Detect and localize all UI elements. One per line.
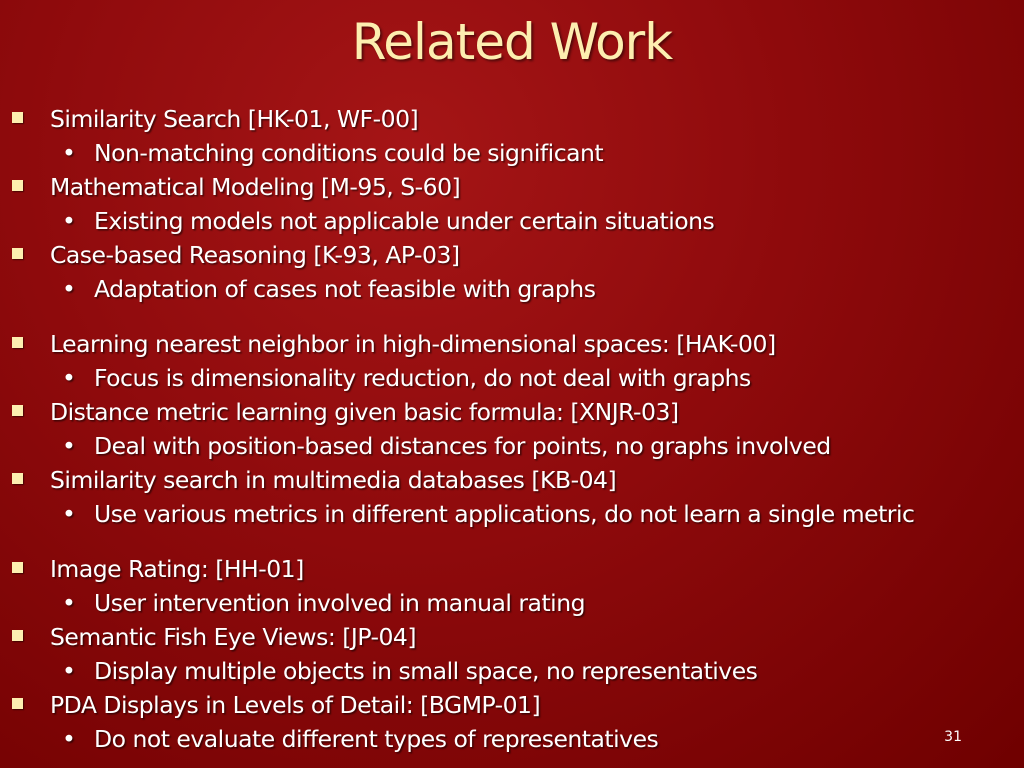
sub-bullet-text: Do not evaluate different types of representatives	[94, 725, 659, 753]
sub-bullet-text: Focus is dimensionality reduction, do not deal with graphs	[94, 364, 751, 392]
sub-bullet-item	[62, 206, 714, 236]
bullet-text: Mathematical Modeling [M-95, S-60]	[50, 173, 461, 201]
bullet-item	[12, 465, 616, 495]
bullet-text: Distance metric learning given basic formula: [XNJR-03]	[50, 398, 679, 426]
sub-bullet-item	[62, 724, 658, 754]
square-bullet-icon	[12, 630, 23, 641]
sub-bullet-text: Use various metrics in different applications, do not learn a single metric	[94, 500, 915, 528]
sub-bullet-text: User intervention involved in manual rating	[94, 589, 586, 617]
sub-bullet-item	[62, 363, 751, 393]
sub-bullet-text: Adaptation of cases not feasible with graphs	[94, 275, 596, 303]
sub-bullet-text: Non-matching conditions could be significant	[94, 139, 604, 167]
bullet-text: Learning nearest neighbor in high-dimensional spaces: [HAK-00]	[50, 330, 776, 358]
slide-title: Related Work	[351, 13, 673, 71]
sub-bullet-item	[62, 274, 595, 304]
dot-bullet-icon: •	[62, 725, 76, 753]
sub-bullet-item	[62, 656, 757, 686]
sub-bullet-text: Existing models not applicable under certain situations	[94, 207, 715, 235]
dot-bullet-icon: •	[62, 432, 76, 460]
bullet-text: Case-based Reasoning [K-93, AP-03]	[50, 241, 460, 269]
dot-bullet-icon: •	[62, 275, 76, 303]
dot-bullet-icon: •	[62, 657, 76, 685]
bullet-item	[12, 622, 416, 652]
square-bullet-icon	[12, 405, 23, 416]
sub-bullet-item	[62, 138, 603, 168]
sub-bullet-item	[62, 499, 914, 529]
bullet-item	[12, 172, 460, 202]
dot-bullet-icon: •	[62, 364, 76, 392]
square-bullet-icon	[12, 180, 23, 191]
bullet-text: Image Rating: [HH-01]	[50, 555, 304, 583]
bullet-text: PDA Displays in Levels of Detail: [BGMP-01]	[50, 691, 541, 719]
bullet-item	[12, 104, 418, 134]
dot-bullet-icon: •	[62, 589, 76, 617]
square-bullet-icon	[12, 112, 23, 123]
square-bullet-icon	[12, 248, 23, 259]
square-bullet-icon	[12, 698, 23, 709]
sub-bullet-text: Display multiple objects in small space, no representatives	[94, 657, 758, 685]
square-bullet-icon	[12, 562, 23, 573]
dot-bullet-icon: •	[62, 207, 76, 235]
square-bullet-icon	[12, 337, 23, 348]
square-bullet-icon	[12, 473, 23, 484]
bullet-text: Semantic Fish Eye Views: [JP-04]	[50, 623, 417, 651]
dot-bullet-icon: •	[62, 139, 76, 167]
bullet-item	[12, 397, 679, 427]
sub-bullet-item	[62, 588, 585, 618]
sub-bullet-text: Deal with position-based distances for points, no graphs involved	[94, 432, 831, 460]
bullet-text: Similarity Search [HK-01, WF-00]	[50, 105, 419, 133]
bullet-item	[12, 690, 540, 720]
dot-bullet-icon: •	[62, 500, 76, 528]
bullet-item	[12, 554, 304, 584]
bullet-item	[12, 240, 460, 270]
sub-bullet-item	[62, 431, 831, 461]
bullet-item	[12, 329, 776, 359]
page-number: 31	[944, 729, 962, 745]
bullet-text: Similarity search in multimedia databases [KB-04]	[50, 466, 617, 494]
